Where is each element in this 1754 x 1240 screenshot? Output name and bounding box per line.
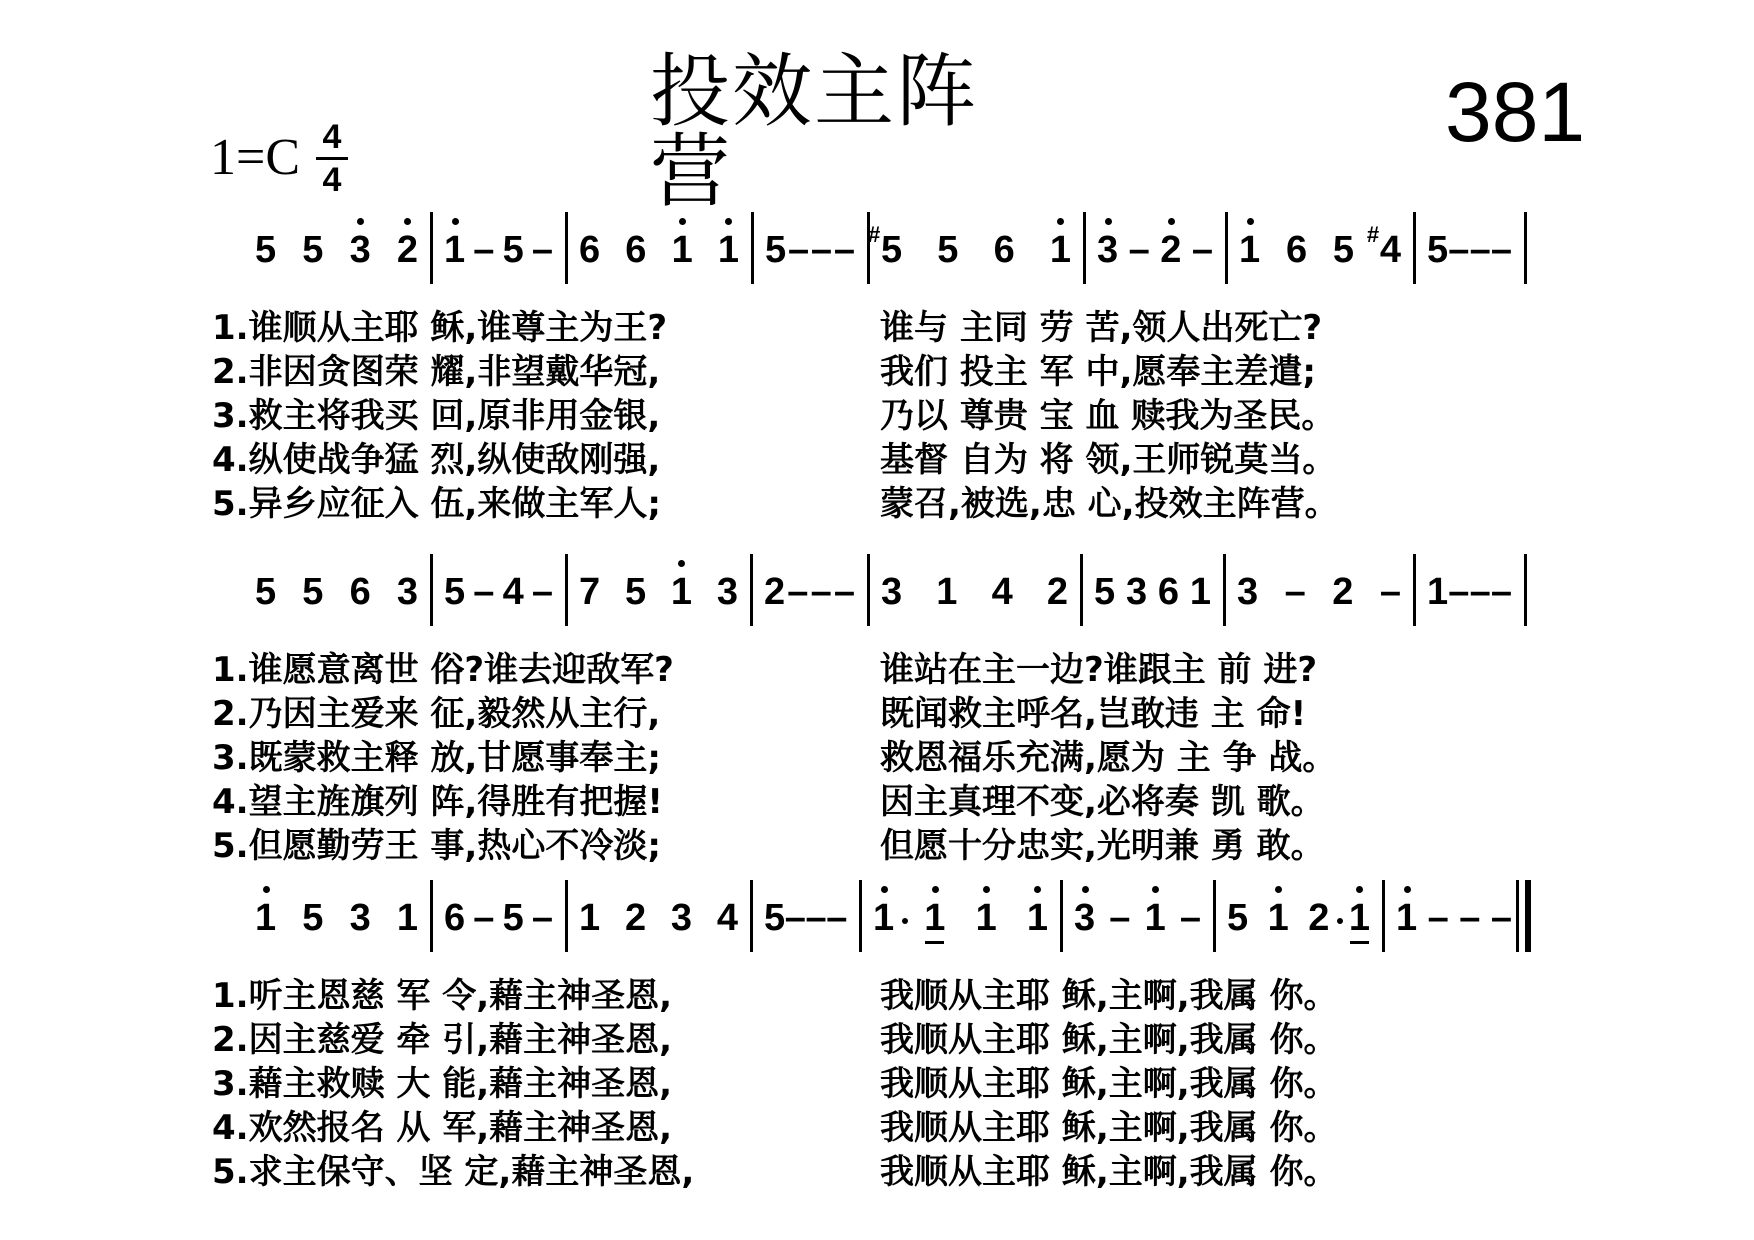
bar-line xyxy=(1413,212,1416,284)
measure xyxy=(444,572,553,612)
measure xyxy=(1227,898,1370,938)
key-signature xyxy=(210,118,348,198)
measure xyxy=(255,230,418,270)
lyric-second-half: 我顺从主耶 稣,主啊,我属 你。 xyxy=(880,1151,1338,1192)
octave-dot xyxy=(1057,218,1064,225)
dash-note: – xyxy=(810,229,833,271)
measure xyxy=(1239,222,1401,271)
bar-line xyxy=(867,554,870,626)
note: 5 xyxy=(937,229,959,271)
note: 5 xyxy=(255,571,277,613)
note: 1 xyxy=(1027,898,1048,938)
measure xyxy=(1427,572,1512,612)
note: 5 # xyxy=(868,222,903,271)
note: 3 xyxy=(396,571,418,613)
note: 1 xyxy=(396,897,418,939)
note: 1 xyxy=(1396,898,1417,938)
dash-note: – xyxy=(784,897,806,939)
note: 1 xyxy=(1427,571,1449,613)
bar-line xyxy=(565,554,568,626)
octave-dot xyxy=(881,886,888,893)
octave-dot xyxy=(932,886,939,893)
lyric-second-half: 我顺从主耶 稣,主啊,我属 你。 xyxy=(880,1019,1338,1060)
lyric-second-half: 乃以 尊贵 宝 血 赎我为圣民。 xyxy=(880,395,1336,436)
lyric-line xyxy=(212,732,1542,776)
octave-dot xyxy=(1082,886,1089,893)
octave-dot xyxy=(263,886,270,893)
note: 2 xyxy=(624,897,647,939)
note: 6 xyxy=(1285,229,1308,271)
note: 5 xyxy=(765,229,787,271)
bar-line xyxy=(1080,554,1083,626)
dash-note: – xyxy=(805,897,827,939)
bar-line xyxy=(430,554,433,626)
bar-line xyxy=(430,880,433,952)
note: 2 xyxy=(1046,571,1068,613)
lyric-first-half: 5.但愿勤劳王 事,热心不冷淡; xyxy=(212,825,661,866)
note: 6 xyxy=(349,571,371,613)
dash-note: – xyxy=(1490,897,1512,939)
sharp-sign: # xyxy=(868,222,881,247)
lyric-line xyxy=(212,776,1542,820)
bar-line xyxy=(1225,212,1228,284)
note: 6 xyxy=(1157,571,1180,613)
note: 4 xyxy=(991,571,1013,613)
bar-line xyxy=(751,212,754,284)
lyric-second-half: 但愿十分忠实,光明兼 勇 敢。 xyxy=(880,825,1325,866)
dash-note: – xyxy=(833,229,855,271)
dash-note: – xyxy=(1490,229,1512,271)
lyric-first-half: 4.纵使战争猛 烈,纵使敌刚强, xyxy=(212,439,661,480)
lyric-line xyxy=(212,434,1542,478)
note: 6 xyxy=(444,897,466,939)
octave-dot xyxy=(1034,886,1041,893)
octave-dot xyxy=(1404,886,1411,893)
measure xyxy=(579,898,738,938)
sharp-sign: # xyxy=(1366,222,1380,247)
time-signature-bottom: 4 xyxy=(322,160,342,199)
note: 1 xyxy=(579,897,601,939)
note: 5 xyxy=(302,571,324,613)
note: 5 xyxy=(1332,229,1355,271)
note: 1 xyxy=(1145,898,1166,938)
measure xyxy=(1094,572,1211,612)
bar-line xyxy=(430,212,433,284)
bar-line xyxy=(1060,880,1063,952)
note: 1 xyxy=(255,898,276,938)
dash-note: – xyxy=(531,897,553,939)
lyric-first-half: 2.非因贪图荣 耀,非望戴华冠, xyxy=(212,351,661,392)
bar-line xyxy=(1516,880,1519,952)
octave-dot xyxy=(1105,218,1112,225)
bar-line xyxy=(565,880,568,952)
dash-note: – xyxy=(1128,229,1150,271)
lyric-second-half: 既闻救主呼名,岂敢违 主 命! xyxy=(880,693,1307,734)
measure xyxy=(873,898,1048,938)
dash-note: – xyxy=(1448,571,1470,613)
measure xyxy=(444,230,553,270)
time-signature-top: 4 xyxy=(322,117,342,156)
lyric-first-half: 3.既蒙救主释 放,甘愿事奉主; xyxy=(212,737,661,778)
hymn-title: 投效主阵营 xyxy=(650,45,978,218)
lyric-first-half: 2.因主慈爱 牵 引,藉主神圣恩, xyxy=(212,1019,673,1060)
lyric-line xyxy=(212,820,1542,864)
note: 7 xyxy=(579,571,601,613)
note: 2 xyxy=(1308,898,1329,938)
note: 5 xyxy=(302,897,324,939)
bar-line xyxy=(750,554,753,626)
note: 3 xyxy=(881,571,903,613)
augmentation-dot xyxy=(1337,918,1343,924)
octave-dot xyxy=(1356,886,1363,893)
measure xyxy=(881,572,1068,612)
measure xyxy=(764,898,847,938)
lyric-second-half: 救恩福乐充满,愿为 主 争 战。 xyxy=(880,737,1337,778)
note: 3 xyxy=(1237,571,1259,613)
hymn-number: 381 xyxy=(1445,65,1586,159)
note: 6 xyxy=(993,229,1015,271)
note: 5 xyxy=(1427,229,1449,271)
bar-line xyxy=(1524,554,1527,626)
note: 1 xyxy=(671,572,692,612)
note: 1 xyxy=(672,230,693,270)
lyric-line xyxy=(212,478,1542,522)
dash-note: – xyxy=(787,229,810,271)
note: 1 xyxy=(924,898,945,938)
measure xyxy=(579,230,739,270)
note: 3 xyxy=(1097,230,1118,270)
bar-line xyxy=(859,880,862,952)
lyric-second-half: 蒙召,被选,忠 心,投效主阵营。 xyxy=(880,483,1339,524)
dash-note: – xyxy=(473,229,495,271)
measure xyxy=(765,230,855,270)
note: 4 # xyxy=(1366,222,1401,271)
note: 3 xyxy=(350,230,371,270)
eighth-underline xyxy=(925,941,944,944)
octave-dot xyxy=(357,218,364,225)
octave-dot xyxy=(1168,218,1175,225)
note: 3 xyxy=(1125,571,1148,613)
octave-dot xyxy=(404,218,411,225)
note: 1 xyxy=(1189,571,1211,613)
bar-line xyxy=(1213,880,1216,952)
note: 3 xyxy=(349,897,371,939)
lyric-line xyxy=(212,302,1542,346)
note: 6 xyxy=(625,229,647,271)
lyric-first-half: 1.听主恩慈 军 令,藉主神圣恩, xyxy=(212,975,673,1016)
octave-dot xyxy=(1275,886,1282,893)
note: 2 xyxy=(764,571,786,613)
octave-dot xyxy=(679,218,686,225)
note: 4 xyxy=(502,571,524,613)
lyric-first-half: 5.异乡应征入 伍,来做主军人; xyxy=(212,483,661,524)
note: 4 xyxy=(716,897,738,939)
measure xyxy=(764,572,855,612)
note: 2 xyxy=(1332,571,1354,613)
bar-line xyxy=(565,212,568,284)
note: 3 xyxy=(716,571,738,613)
measure xyxy=(1097,230,1213,270)
lyric-first-half: 1.谁顺从主耶 稣,谁尊主为王? xyxy=(212,307,668,348)
lyric-first-half: 3.藉主救赎 大 能,藉主神圣恩, xyxy=(212,1063,673,1104)
dash-note: – xyxy=(1448,229,1470,271)
measure xyxy=(1396,898,1512,938)
note: 5 xyxy=(1227,897,1249,939)
note: 5 xyxy=(502,229,524,271)
dash-note: – xyxy=(833,571,855,613)
bar-line xyxy=(1524,212,1527,284)
note: 5 xyxy=(624,571,647,613)
lyric-second-half: 我顺从主耶 稣,主啊,我属 你。 xyxy=(880,1107,1338,1148)
lyric-line xyxy=(212,346,1542,390)
lyric-second-half: 因主真理不变,必将奏 凯 歌。 xyxy=(880,781,1325,822)
lyric-second-half: 基督 自为 将 领,王师锐莫当。 xyxy=(880,439,1337,480)
dash-note: – xyxy=(1469,229,1491,271)
lyric-first-half: 3.救主将我买 回,原非用金银, xyxy=(212,395,661,436)
octave-dot xyxy=(1152,886,1159,893)
lyric-line xyxy=(212,1102,1542,1146)
note: 5 xyxy=(764,897,786,939)
note: 6 xyxy=(579,229,601,271)
dash-note: – xyxy=(1379,571,1401,613)
octave-dot xyxy=(1247,218,1254,225)
note: 1 xyxy=(1268,898,1289,938)
time-signature xyxy=(316,117,348,199)
dash-note: – xyxy=(473,897,495,939)
dash-note: – xyxy=(531,229,553,271)
octave-dot xyxy=(983,886,990,893)
bar-line xyxy=(1413,554,1416,626)
final-bar-line xyxy=(1525,880,1531,952)
note: 1 xyxy=(873,898,894,938)
note: 5 xyxy=(444,571,466,613)
eighth-underline xyxy=(1350,941,1369,944)
octave-dot xyxy=(678,560,685,567)
lyric-second-half: 我们 投主 军 中,愿奉主差遣; xyxy=(880,351,1317,392)
dash-note: – xyxy=(1490,571,1512,613)
dash-note: – xyxy=(1469,571,1491,613)
lyric-line xyxy=(212,970,1542,1014)
dash-note: – xyxy=(1191,229,1213,271)
dash-note: – xyxy=(1179,897,1201,939)
measure xyxy=(1237,572,1401,612)
note: 2 xyxy=(1160,230,1181,270)
key-text: 1=C xyxy=(210,129,301,186)
dash-note: – xyxy=(531,571,553,613)
lyrics-block-1 xyxy=(212,302,1542,522)
measure xyxy=(444,898,553,938)
lyrics-block-2 xyxy=(212,644,1542,864)
dash-note: – xyxy=(1459,897,1481,939)
lyric-line xyxy=(212,1058,1542,1102)
measure xyxy=(1427,230,1512,270)
dash-note: – xyxy=(810,571,832,613)
note: 1 xyxy=(976,898,997,938)
bar-line xyxy=(1083,212,1086,284)
lyrics-block-3 xyxy=(212,970,1542,1190)
note: 5 xyxy=(302,229,324,271)
lyric-first-half: 1.谁愿意离世 俗?谁去迎敌军? xyxy=(212,649,674,690)
note: 1 xyxy=(1349,898,1370,938)
note: 2 xyxy=(397,230,418,270)
lyric-first-half: 4.望主旌旗列 阵,得胜有把握! xyxy=(212,781,663,822)
lyric-first-half: 4.欢然报名 从 军,藉主神圣恩, xyxy=(212,1107,673,1148)
time-signature-divider xyxy=(316,157,348,160)
measure xyxy=(579,572,738,612)
octave-dot xyxy=(452,218,459,225)
note: 5 xyxy=(255,229,277,271)
dash-note: – xyxy=(787,571,809,613)
lyric-line xyxy=(212,1146,1542,1190)
note: 3 xyxy=(1074,898,1095,938)
lyric-first-half: 2.乃因主爱来 征,毅然从主行, xyxy=(212,693,661,734)
measure xyxy=(868,222,1071,271)
bar-line xyxy=(1223,554,1226,626)
dash-note: – xyxy=(1427,897,1449,939)
dash-note: – xyxy=(1109,897,1131,939)
dash-note: – xyxy=(1284,571,1306,613)
octave-dot xyxy=(725,218,732,225)
lyric-line xyxy=(212,390,1542,434)
dash-note: – xyxy=(473,571,495,613)
lyric-line xyxy=(212,644,1542,688)
bar-line xyxy=(750,880,753,952)
bar-line xyxy=(1382,880,1385,952)
note: 1 xyxy=(1050,230,1071,270)
lyric-line xyxy=(212,1014,1542,1058)
note: 5 xyxy=(1094,571,1116,613)
lyric-second-half: 谁站在主一边?谁跟主 前 进? xyxy=(880,649,1318,690)
note: 1 xyxy=(1239,230,1260,270)
measure xyxy=(255,898,418,938)
lyric-line xyxy=(212,688,1542,732)
measure xyxy=(255,572,418,612)
lyric-second-half: 谁与 主同 劳 苦,领人出死亡? xyxy=(880,307,1323,348)
note: 3 xyxy=(670,897,693,939)
lyric-first-half: 5.求主保守、坚 定,藉主神圣恩, xyxy=(212,1151,695,1192)
note: 5 xyxy=(502,897,524,939)
note: 1 xyxy=(936,571,958,613)
lyric-second-half: 我顺从主耶 稣,主啊,我属 你。 xyxy=(880,975,1338,1016)
measure xyxy=(1074,898,1201,938)
augmentation-dot xyxy=(902,918,908,924)
note: 1 xyxy=(444,230,465,270)
lyric-second-half: 我顺从主耶 稣,主啊,我属 你。 xyxy=(880,1063,1338,1104)
dash-note: – xyxy=(826,897,848,939)
note: 1 xyxy=(718,230,739,270)
